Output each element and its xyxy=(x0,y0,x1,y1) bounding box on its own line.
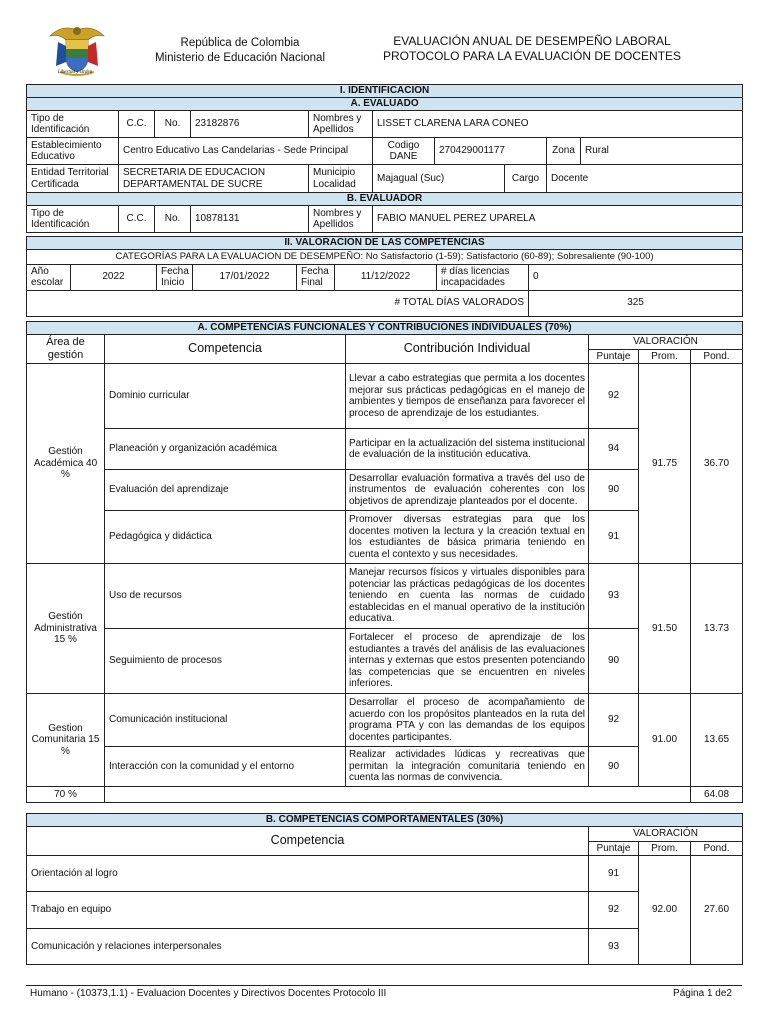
table-row xyxy=(27,929,743,965)
pond-academica: 36.70 xyxy=(691,364,743,564)
table-row xyxy=(27,694,743,747)
pond-comportamental: 27.60 xyxy=(691,856,743,965)
puntaje-cell: 93 xyxy=(589,929,639,965)
fecha-final-value: 11/12/2022 xyxy=(335,264,437,290)
area-gestion-comunitaria: Gestion Comunitaria 15 % xyxy=(27,694,105,787)
evaluador-no-value: 10878131 xyxy=(191,206,309,233)
ministry-name: Ministerio de Educación Nacional xyxy=(154,52,326,64)
anio-label: Año escolar xyxy=(27,264,71,290)
municipio-label: Municipio Localidad xyxy=(309,165,373,193)
competencia-cell: Comunicación y relaciones interpersonales xyxy=(27,929,589,965)
total-dias-label: # TOTAL DÍAS VALORADOS xyxy=(27,290,529,316)
table-row xyxy=(27,364,743,429)
contribucion-cell: Desarrollar evaluación formativa a través del uso de instrumentos de evaluación coherentes con los objetivos de aprendizaje planteados por el docente. xyxy=(346,470,589,511)
pond-comunitaria: 13.65 xyxy=(691,694,743,787)
area-gestion-administrativa: Gestión Administrativa 15 % xyxy=(27,564,105,694)
fecha-final-label: Fecha Final xyxy=(297,264,335,290)
valoracion-table xyxy=(26,236,743,317)
puntaje-cell: 90 xyxy=(589,747,639,787)
licencias-value: 0 xyxy=(529,264,743,290)
section-funcionales: A. COMPETENCIAS FUNCIONALES Y CONTRIBUCIONES INDIVIDUALES (70%) xyxy=(27,322,743,335)
puntaje-cell: 92 xyxy=(589,892,639,929)
fecha-inicio-value: 17/01/2022 xyxy=(193,264,297,290)
no-label: No. xyxy=(155,111,191,138)
col-pond: Pond. xyxy=(691,349,743,364)
total-dias-value: 325 xyxy=(529,290,743,316)
competencia-cell: Comunicación institucional xyxy=(105,694,346,747)
entidad-label: Entidad Territorial Certificada xyxy=(27,165,119,193)
col-pond-comportamental: Pond. xyxy=(691,841,743,856)
institution-header xyxy=(120,36,360,66)
nombres-label: Nombres y Apellidos xyxy=(309,111,373,138)
col-puntaje-comportamental: Puntaje xyxy=(589,841,639,856)
competencia-cell: Pedagógica y didáctica xyxy=(105,511,346,564)
competencia-cell: Orientación al logro xyxy=(27,856,589,892)
puntaje-cell: 92 xyxy=(589,694,639,747)
table-row xyxy=(27,856,743,892)
page-number: Página 1 de2 xyxy=(673,988,732,999)
document-title-line2: PROTOCOLO PARA LA EVALUACIÓN DE DOCENTES xyxy=(382,49,682,63)
puntaje-cell: 90 xyxy=(589,629,639,694)
contribucion-cell: Desarrollar el proceso de acompañamiento de acuerdo con los propósitos planteados en la ruta del programa PTA y con las demandas de los equipos docentes participantes. xyxy=(346,694,589,747)
competencia-cell: Dominio curricular xyxy=(105,364,346,429)
section-comportamentales: B. COMPETENCIAS COMPORTAMENTALES (30%) xyxy=(27,814,743,827)
total-percent: 70 % xyxy=(27,787,105,803)
table-row xyxy=(27,892,743,929)
comportamentales-table xyxy=(26,813,743,965)
prom-comportamental: 92.00 xyxy=(639,856,691,965)
logo-motto: Libertad y Orden xyxy=(57,70,93,75)
col-competencia-comportamental: Competencia xyxy=(27,827,589,856)
total-row xyxy=(27,787,743,803)
cargo-label: Cargo xyxy=(505,165,547,193)
total-funcionales-value: 64.08 xyxy=(691,787,743,803)
contribucion-cell: Llevar a cabo estrategias que permita a los docentes mejorar sus prácticas pedagógicas en el manejo de ambientes y tiempos de enseñanza para favorecer el proceso de aprendizaje de los estudiantes. xyxy=(346,364,589,429)
document-title xyxy=(360,34,704,64)
document-title-line1: EVALUACIÓN ANUAL DE DESEMPEÑO LABORAL xyxy=(393,34,671,48)
table-row xyxy=(27,564,743,629)
evaluador-tipo-id-value: C.C. xyxy=(119,206,155,233)
zona-value: Rural xyxy=(581,138,743,165)
competencia-cell: Evaluación del aprendizaje xyxy=(105,470,346,511)
pond-administrativa: 13.73 xyxy=(691,564,743,694)
evaluador-tipo-id-label: Tipo de Identificación xyxy=(27,206,119,233)
col-competencia: Competencia xyxy=(105,335,346,364)
tipo-id-value: C.C. xyxy=(119,111,155,138)
zona-label: Zona xyxy=(547,138,581,165)
prom-administrativa: 91.50 xyxy=(639,564,691,694)
establecimiento-label: Establecimiento Educativo xyxy=(27,138,119,165)
contribucion-cell: Participar en la actualización del sistema institucional de evaluación de la institución educativa. xyxy=(346,429,589,470)
col-valoracion-comportamental: VALORACIÓN xyxy=(589,827,743,842)
table-row xyxy=(27,511,743,564)
identificacion-table xyxy=(26,84,743,233)
col-contribucion: Contribución Individual xyxy=(346,335,589,364)
fecha-inicio-label: Fecha Inicio xyxy=(157,264,193,290)
competencia-cell: Planeación y organización académica xyxy=(105,429,346,470)
puntaje-cell: 90 xyxy=(589,470,639,511)
table-row xyxy=(27,629,743,694)
codigo-dane-label: Codigo DANE xyxy=(373,138,435,165)
table-row xyxy=(27,470,743,511)
competencia-cell: Interacción con la comunidad y el entorno xyxy=(105,747,346,787)
area-gestion-academica: Gestión Académica 40 % xyxy=(27,364,105,564)
contribucion-cell: Promover diversas estrategias para que los docentes motiven la lectura y la creación textual en los estudiantes de básica primaria teniendo en cuenta el contexto y sus necesidades. xyxy=(346,511,589,564)
licencias-label: # días licencias incapacidades xyxy=(437,264,529,290)
codigo-dane-value: 270429001177 xyxy=(435,138,547,165)
country-name: República de Colombia xyxy=(180,37,300,49)
col-valoracion: VALORACIÓN xyxy=(589,335,743,350)
evaluador-nombres-value: FABIO MANUEL PEREZ UPARELA xyxy=(373,206,743,233)
evaluador-no-label: No. xyxy=(155,206,191,233)
section-evaluador: B. EVALUADOR xyxy=(27,193,743,206)
col-puntaje: Puntaje xyxy=(589,349,639,364)
competencia-cell: Seguimiento de procesos xyxy=(105,629,346,694)
puntaje-cell: 93 xyxy=(589,564,639,629)
table-row xyxy=(27,429,743,470)
cargo-value: Docente xyxy=(547,165,743,193)
municipio-value: Majagual (Suc) xyxy=(373,165,505,193)
competencia-cell: Trabajo en equipo xyxy=(27,892,589,929)
competencia-cell: Uso de recursos xyxy=(105,564,346,629)
evaluador-nombres-label: Nombres y Apellidos xyxy=(309,206,373,233)
prom-comunitaria: 91.00 xyxy=(639,694,691,787)
puntaje-cell: 92 xyxy=(589,364,639,429)
contribucion-cell: Realizar actividades lúdicas y recreativas que permitan la integración comunitaria teniendo en cuenta las normas de convivencia. xyxy=(346,747,589,787)
page-footer xyxy=(26,985,742,999)
table-row xyxy=(27,747,743,787)
prom-academica: 91.75 xyxy=(639,364,691,564)
section-valoracion: II. VALORACION DE LAS COMPETENCIAS xyxy=(27,237,743,250)
no-value: 23182876 xyxy=(191,111,309,138)
puntaje-cell: 94 xyxy=(589,429,639,470)
col-prom-comportamental: Prom. xyxy=(639,841,691,856)
section-evaluado: A. EVALUADO xyxy=(27,98,743,111)
contribucion-cell: Fortalecer el proceso de aprendizaje de los estudiantes a través del análisis de las evaluaciones internas y externas que estos presenten potenciando las competencias que se encuentren en niveles inferiores. xyxy=(346,629,589,694)
anio-value: 2022 xyxy=(71,264,157,290)
establecimiento-value: Centro Educativo Las Candelarias - Sede Principal xyxy=(119,138,373,165)
footer-source: Humano - (10373,1.1) - Evaluacion Docentes y Directivos Docentes Protocolo III xyxy=(30,988,387,999)
contribucion-cell: Manejar recursos físicos y virtuales disponibles para potenciar las prácticas pedagógicas de los docentes teniendo en cuenta las normas de cuidado establecidas en el manual operativo de la institución educativa. xyxy=(346,564,589,629)
tipo-id-label: Tipo de Identificación xyxy=(27,111,119,138)
puntaje-cell: 91 xyxy=(589,856,639,892)
puntaje-cell: 91 xyxy=(589,511,639,564)
col-area-gestion: Área de gestión xyxy=(27,335,105,364)
section-identificacion: I. IDENTIFICACION xyxy=(27,85,743,98)
nombres-value: LISSET CLARENA LARA CONEO xyxy=(373,111,743,138)
funcionales-table xyxy=(26,321,743,803)
categorias-text: CATEGORÍAS PARA LA EVALUACION DE DESEMPEÑO: No Satisfactorio (1-59); Satisfactorio (60-89); Sobresaliente (90-100) xyxy=(27,250,743,265)
col-prom: Prom. xyxy=(639,349,691,364)
entidad-value: SECRETARIA DE EDUCACION DEPARTAMENTAL DE SUCRE xyxy=(119,165,309,193)
